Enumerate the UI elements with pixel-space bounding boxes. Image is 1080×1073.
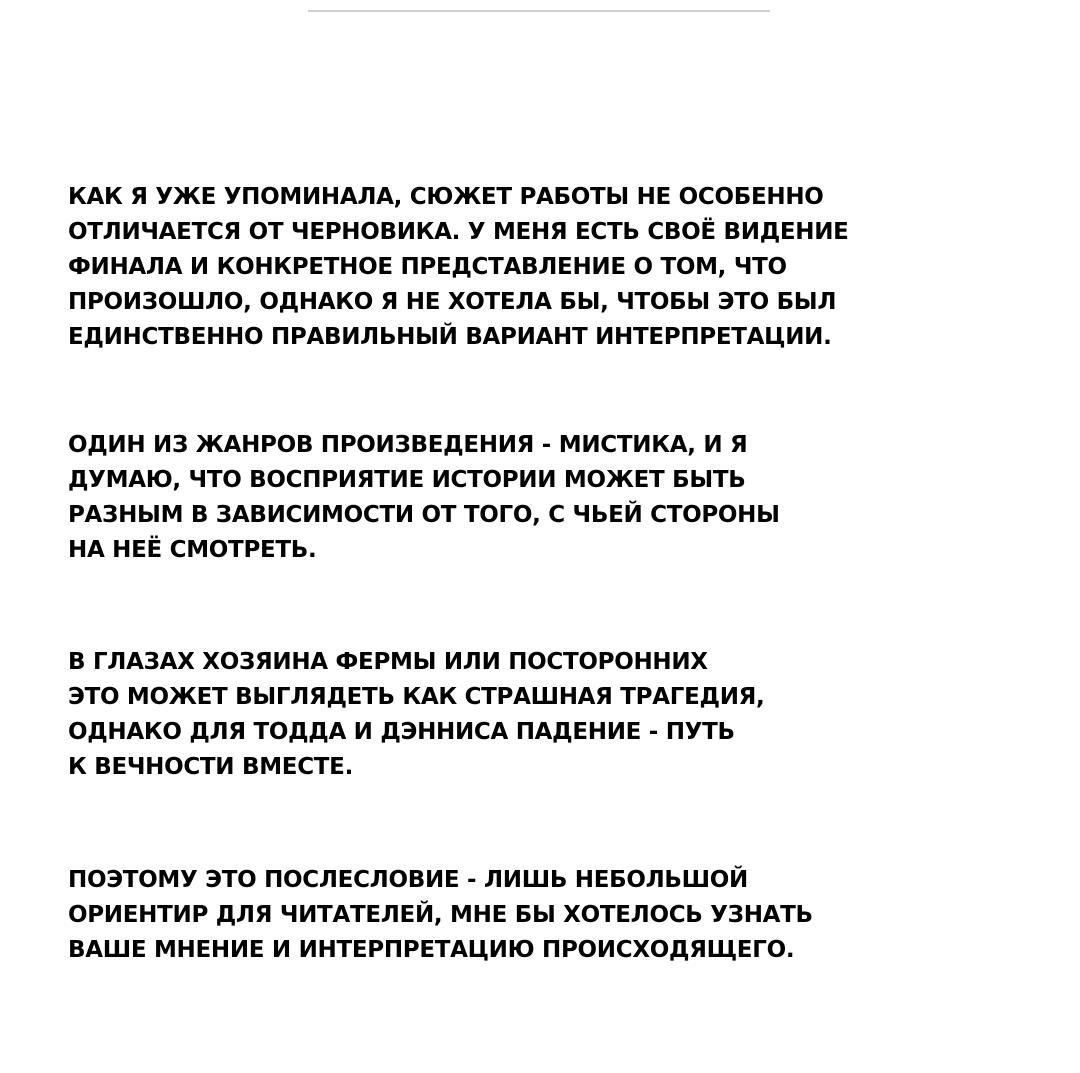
paragraph-line: В ГЛАЗАХ ХОЗЯИНА ФЕРМЫ ИЛИ ПОСТОРОННИХ xyxy=(68,649,708,675)
paragraph-3 xyxy=(68,645,765,785)
paragraph-line: НА НЕЁ СМОТРЕТЬ. xyxy=(68,537,317,563)
paragraph-1 xyxy=(68,180,849,355)
paragraph-line: ПОЭТОМУ ЭТО ПОСЛЕСЛОВИЕ - ЛИШЬ НЕБОЛЬШОЙ xyxy=(68,867,748,893)
paragraph-line: ОДНАКО ДЛЯ ТОДДА И ДЭННИСА ПАДЕНИЕ - ПУТЬ xyxy=(68,719,735,745)
paragraph-line: ЭТО МОЖЕТ ВЫГЛЯДЕТЬ КАК СТРАШНАЯ ТРАГЕДИЯ, xyxy=(68,684,765,710)
paragraph-line: КАК Я УЖЕ УПОМИНАЛА, СЮЖЕТ РАБОТЫ НЕ ОСОБЕННО xyxy=(68,184,824,210)
paragraph-line: ОТЛИЧАЕТСЯ ОТ ЧЕРНОВИКА. У МЕНЯ ЕСТЬ СВОЁ ВИДЕНИЕ xyxy=(68,219,849,245)
paragraph-2 xyxy=(68,428,780,568)
paragraph-line: ОРИЕНТИР ДЛЯ ЧИТАТЕЛЕЙ, МНЕ БЫ ХОТЕЛОСЬ УЗНАТЬ xyxy=(68,902,813,928)
paragraph-line: ДУМАЮ, ЧТО ВОСПРИЯТИЕ ИСТОРИИ МОЖЕТ БЫТЬ xyxy=(68,467,746,493)
paragraph-line: ВАШЕ МНЕНИЕ И ИНТЕРПРЕТАЦИЮ ПРОИСХОДЯЩЕГО. xyxy=(68,937,795,963)
paragraph-line: ОДИН ИЗ ЖАНРОВ ПРОИЗВЕДЕНИЯ - МИСТИКА, И Я xyxy=(68,432,748,458)
top-divider xyxy=(308,10,770,12)
paragraph-4 xyxy=(68,863,813,968)
paragraph-line: ФИНАЛА И КОНКРЕТНОЕ ПРЕДСТАВЛЕНИЕ О ТОМ, ЧТО xyxy=(68,254,787,280)
paragraph-line: ЕДИНСТВЕННО ПРАВИЛЬНЫЙ ВАРИАНТ ИНТЕРПРЕТАЦИИ. xyxy=(68,324,832,350)
paragraph-line: ПРОИЗОШЛО, ОДНАКО Я НЕ ХОТЕЛА БЫ, ЧТОБЫ ЭТО БЫЛ xyxy=(68,289,837,315)
paragraph-line: К ВЕЧНОСТИ ВМЕСТЕ. xyxy=(68,754,354,780)
paragraph-line: РАЗНЫМ В ЗАВИСИМОСТИ ОТ ТОГО, С ЧЬЕЙ СТОРОНЫ xyxy=(68,502,780,528)
